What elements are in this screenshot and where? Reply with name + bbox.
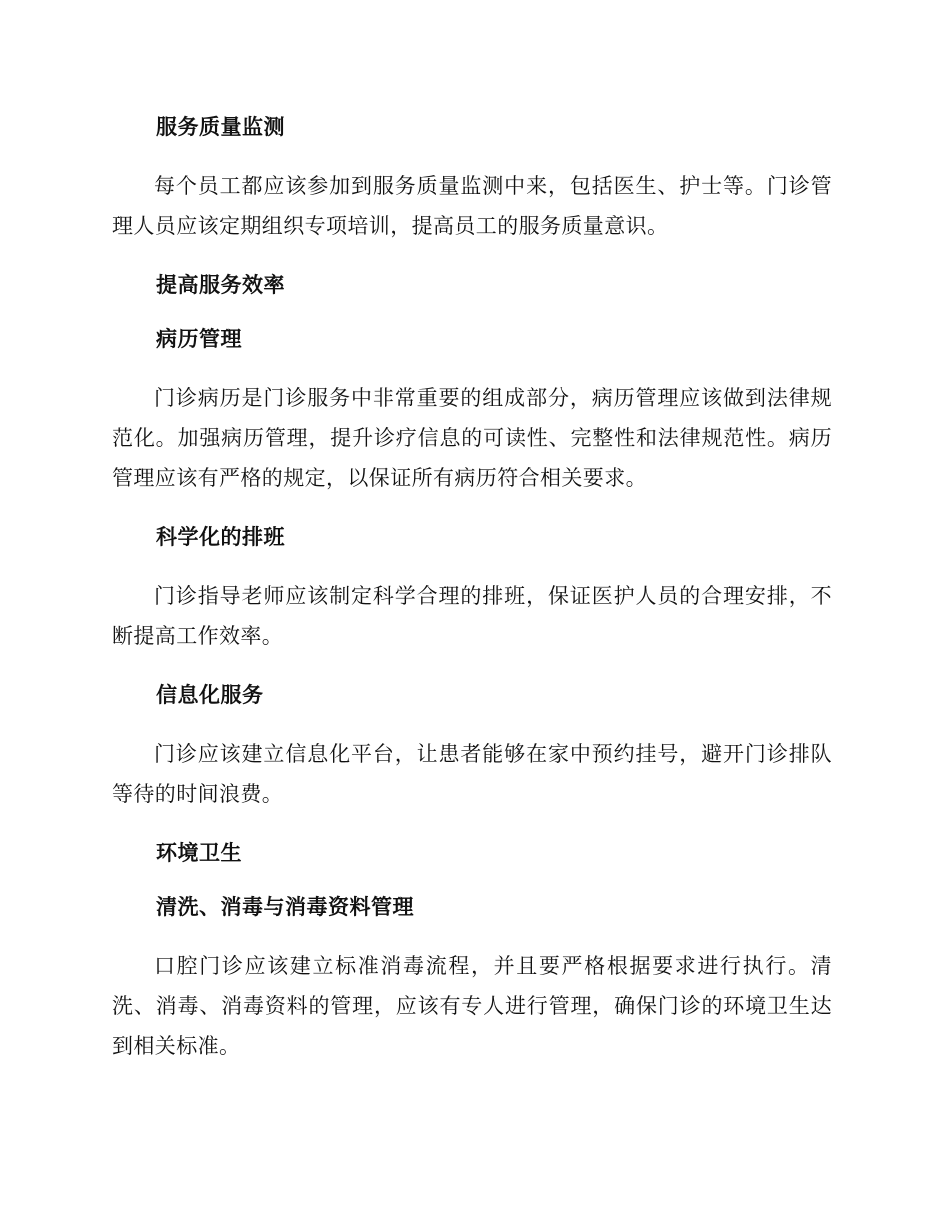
paragraph-cleaning-disinfection: 口腔门诊应该建立标准消毒流程，并且要严格根据要求进行执行。清洗、消毒、消毒资料的管理，应该有专人进行管理，确保门诊的环境卫生达到相关标准。: [112, 954, 832, 1058]
paragraph-medical-records: 门诊病历是门诊服务中非常重要的组成部分，病历管理应该做到法律规范化。加强病历管理，提升诊疗信息的可读性、完整性和法律规范性。病历管理应该有严格的规定，以保证所有病历符合相关要求。: [112, 386, 832, 490]
paragraph-service-quality-monitoring: 每个员工都应该参加到服务质量监测中来，包括医生、护士等。门诊管理人员应该定期组织专项培训，提高员工的服务质量意识。: [112, 174, 832, 238]
section-heading-service-quality-monitoring: 服务质量监测: [156, 115, 285, 139]
section-heading-cleaning-disinfection: 清洗、消毒与消毒资料管理: [156, 895, 414, 919]
section-heading-scheduling: 科学化的排班: [156, 525, 285, 549]
section-heading-medical-records: 病历管理: [156, 327, 242, 351]
paragraph-scheduling: 门诊指导老师应该制定科学合理的排班，保证医护人员的合理安排，不断提高工作效率。: [112, 584, 832, 648]
section-heading-information-service: 信息化服务: [156, 683, 264, 707]
section-heading-improve-efficiency: 提高服务效率: [156, 273, 285, 297]
paragraph-information-service: 门诊应该建立信息化平台，让患者能够在家中预约挂号，避开门诊排队等待的时间浪费。: [112, 742, 832, 806]
section-heading-environment-hygiene: 环境卫生: [156, 841, 242, 865]
